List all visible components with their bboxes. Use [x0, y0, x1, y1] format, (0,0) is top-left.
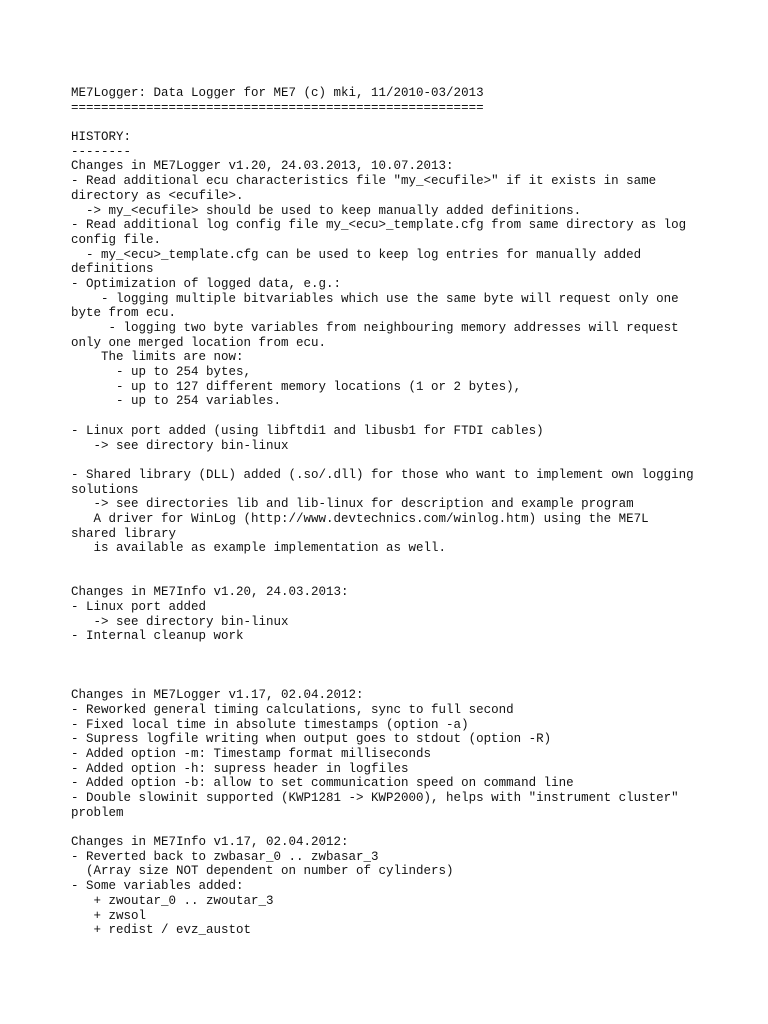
text-line: -> see directory bin-linux	[71, 438, 289, 453]
text-line: config file.	[71, 232, 162, 247]
text-line	[71, 659, 711, 674]
text-line: - Supress logfile writing when output goes to stdout (option -R)	[71, 732, 552, 747]
text-line: - Read additional ecu characteristics file "my_<ecufile>" if it exists in same	[71, 174, 657, 189]
text-line	[71, 820, 711, 835]
text-line: + zwsol	[71, 908, 147, 923]
text-line: - my_<ecu>_template.cfg can be used to keep log entries for manually added	[71, 247, 642, 262]
text-line: shared library	[71, 526, 177, 541]
text-line: - logging multiple bitvariables which use the same byte will request only one	[71, 291, 679, 306]
document-text	[71, 86, 711, 938]
text-line: directory as <ecufile>.	[71, 188, 244, 203]
text-line: problem	[71, 805, 124, 820]
text-line: - logging two byte variables from neighbouring memory addresses will request	[71, 321, 679, 335]
text-line: (Array size NOT dependent on number of cylinders)	[71, 864, 454, 879]
text-line: - Fixed local time in absolute timestamps (option -a)	[71, 717, 469, 732]
text-line: byte from ecu.	[71, 306, 177, 321]
text-line: The limits are now:	[71, 350, 244, 365]
text-line: - Added option -m: Timestamp format milliseconds	[71, 746, 432, 761]
text-line: + zwoutar_0 .. zwoutar_3	[71, 893, 274, 908]
text-line: - Shared library (DLL) added (.so/.dll) for those who want to implement own logging	[71, 467, 694, 482]
text-line: -> my_<ecufile> should be used to keep manually added definitions.	[71, 203, 582, 218]
text-line: - Linux port added (using libftdi1 and libusb1 for FTDI cables)	[71, 423, 544, 438]
text-line: A driver for WinLog (http://www.devtechnics.com/winlog.htm) using the ME7L	[71, 511, 649, 526]
text-line: - Added option -h: supress header in logfiles	[71, 761, 409, 776]
text-line: solutions	[71, 482, 139, 497]
text-line: -> see directories lib and lib-linux for description and example program	[71, 497, 634, 512]
text-line: - up to 254 bytes,	[71, 365, 252, 380]
changes-heading-me7logger-v120: Changes in ME7Logger v1.20, 24.03.2013, 10.07.2013:	[71, 159, 454, 174]
text-line: - up to 254 variables.	[71, 394, 282, 409]
title-underline: =======================================================	[71, 100, 484, 115]
text-line	[71, 115, 711, 130]
title-line: ME7Logger: Data Logger for ME7 (c) mki, 11/2010-03/2013	[71, 86, 484, 100]
text-line: - Double slowinit supported (KWP1281 -> KWP2000), helps with "instrument cluster"	[71, 791, 679, 805]
section-heading-history: HISTORY:	[71, 130, 132, 145]
text-line	[71, 409, 711, 424]
text-line: - Reverted back to zwbasar_0 .. zwbasar_3	[71, 849, 379, 864]
text-line: - Reworked general timing calculations, sync to full second	[71, 702, 514, 717]
changes-heading-me7logger-v117: Changes in ME7Logger v1.17, 02.04.2012:	[71, 688, 364, 703]
text-line: - Linux port added	[71, 600, 207, 615]
text-line: + redist / evz_austot	[71, 923, 252, 938]
text-line	[71, 453, 711, 468]
text-line: is available as example implementation as well.	[71, 541, 447, 556]
changes-heading-me7info-v117: Changes in ME7Info v1.17, 02.04.2012:	[71, 835, 349, 850]
text-line	[71, 556, 711, 571]
text-line: -> see directory bin-linux	[71, 614, 289, 629]
text-line	[71, 571, 711, 586]
text-line: - Optimization of logged data, e.g.:	[71, 276, 342, 291]
text-line: only one merged location from ecu.	[71, 335, 327, 350]
text-line: - Added option -b: allow to set communication speed on command line	[71, 776, 574, 791]
text-line: - Read additional log config file my_<ecu>_template.cfg from same directory as log	[71, 218, 687, 233]
text-line	[71, 644, 711, 659]
text-line	[71, 674, 711, 689]
text-line: - up to 127 different memory locations (1 or 2 bytes),	[71, 379, 522, 394]
section-heading-underline: --------	[71, 144, 132, 159]
text-line: definitions	[71, 262, 154, 277]
text-line: - Internal cleanup work	[71, 629, 244, 644]
changes-heading-me7info-v120: Changes in ME7Info v1.20, 24.03.2013:	[71, 585, 349, 600]
text-line: - Some variables added:	[71, 879, 244, 894]
